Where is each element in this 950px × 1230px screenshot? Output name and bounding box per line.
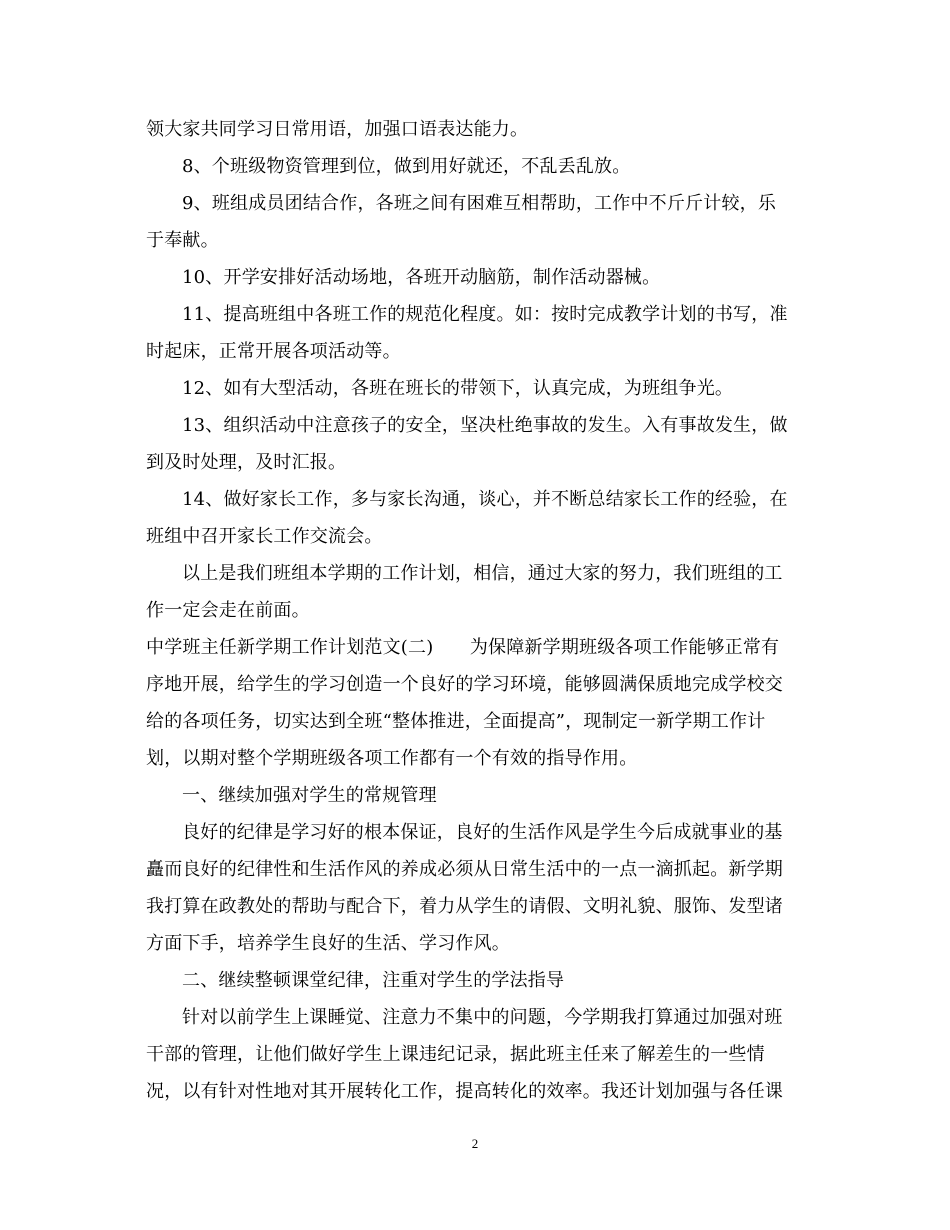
- text-line: 12、如有大型活动，各班在班长的带领下，认真完成，为班组争光。: [182, 378, 734, 399]
- text-line: 矗而良好的纪律性和生活作风的养成必须从日常生活中的一点一滴抓起。新学期: [146, 859, 783, 880]
- text-line: 针对以前学生上课睡觉、注意力不集中的问题，今学期我打算通过加强对班: [182, 1007, 783, 1028]
- text-line: 到及时处理，及时汇报。: [146, 452, 347, 473]
- text-line: 以上是我们班组本学期的工作计划，相信，通过大家的努力，我们班组的工: [182, 563, 783, 584]
- text-line: 我打算在政教处的帮助与配合下，着力从学生的请假、文明礼貌、服饰、发型诸: [146, 896, 783, 917]
- text-line: 时起床，正常开展各项活动等。: [146, 341, 401, 362]
- text-line: 8、个班级物资管理到位，做到用好就还，不乱丢乱放。: [182, 156, 631, 177]
- text-line: 领大家共同学习日常用语，加强口语表达能力。: [146, 119, 529, 140]
- text-line: 10、开学安排好活动场地，各班开动脑筋，制作活动器械。: [182, 267, 661, 288]
- text-line: 方面下手，培养学生良好的生活、学习作风。: [146, 933, 510, 954]
- text-line: 14、做好家长工作，多与家长沟通，谈心，并不断总结家长工作的经验，在: [182, 489, 788, 510]
- text-line: 况，以有针对性地对其开展转化工作，提高转化的效率。我还计划加强与各任课: [146, 1081, 783, 1102]
- text-line: 班组中召开家长工作交流会。: [146, 526, 383, 547]
- text-line: 11、提高班组中各班工作的规范化程度。如：按时完成教学计划的书写，准: [182, 304, 788, 325]
- text-line: 13、组织活动中注意孩子的安全，坚决杜绝事故的发生。入有事故发生，做: [182, 415, 788, 436]
- text-line: 序地开展，给学生的学习创造一个良好的学习环境，能够圆满保质地完成学校交: [146, 674, 783, 695]
- text-line: 9、班组成员团结合作，各班之间有困难互相帮助，工作中不斤斤计较，乐: [182, 193, 777, 214]
- subheading-line: 二、继续整顿课堂纪律，注重对学生的学法指导: [182, 970, 565, 991]
- text-line: 划，以期对整个学期班级各项工作都有一个有效的指导作用。: [146, 748, 638, 769]
- text-line: 作一定会走在前面。: [146, 600, 310, 621]
- subheading-line: 一、继续加强对学生的常规管理: [182, 785, 437, 806]
- text-line: 于奉献。: [146, 230, 219, 251]
- text-line: 良好的纪律是学习好的根本保证，良好的生活作风是学生今后成就事业的基: [182, 822, 783, 843]
- page-number: 2: [471, 1136, 479, 1151]
- text-line: 干部的管理，让他们做好学生上课违纪记录，据此班主任来了解差生的一些情: [146, 1044, 765, 1065]
- text-line: 给的各项任务，切实达到全班“整体推进，全面提高”，现制定一新学期工作计: [146, 711, 766, 732]
- section-title-line: 中学班主任新学期工作计划范文(二) 为保障新学期班级各项工作能够正常有: [146, 637, 780, 658]
